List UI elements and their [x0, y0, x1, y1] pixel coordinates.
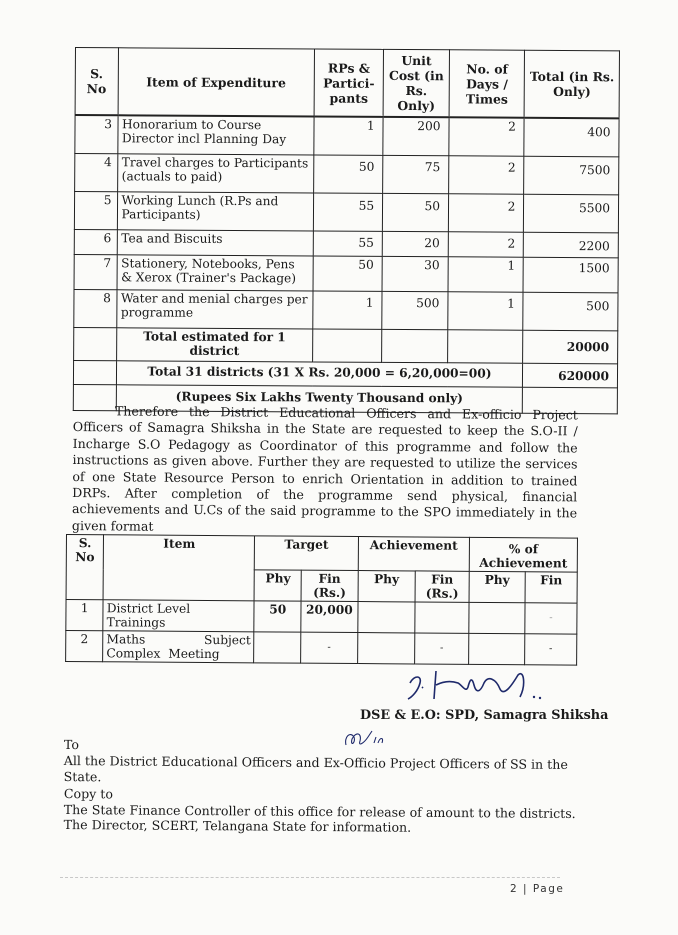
cell-pct-phy	[469, 602, 525, 633]
cell-unit-cost: 50	[383, 193, 449, 231]
cell-days: 2	[449, 156, 525, 194]
table-row	[74, 192, 618, 233]
cell-days: 1	[448, 257, 524, 292]
total-one-district-value: 20000	[523, 330, 618, 364]
ach-header-target: Target	[255, 536, 358, 571]
cell-pct-fin: -	[525, 634, 577, 665]
signature-icon	[400, 665, 590, 705]
table-row	[75, 115, 619, 157]
cell-ach-phy	[357, 602, 415, 633]
copy-to-line: The Director, SCERT, Telangana State for information.	[63, 816, 412, 835]
cell-total: 400	[524, 118, 619, 157]
cell-ach-phy	[357, 633, 415, 664]
cell-target-phy	[254, 632, 301, 663]
cell-rps: 1	[314, 116, 383, 155]
cell-empty	[382, 329, 448, 362]
cell-total: 1500	[523, 257, 618, 293]
cell-empty	[448, 330, 524, 363]
cell-rps: 55	[313, 193, 382, 231]
cell-rps: 55	[313, 231, 382, 256]
cell-item: Stationery, Notebooks, Pens & Xerox (Trainer's Package)	[117, 255, 314, 291]
page-number: 2 | Page	[510, 883, 565, 895]
ach-header-sno: S. No	[66, 535, 104, 600]
total-31-districts-row	[73, 360, 617, 387]
ach-header-target-phy: Phy	[255, 570, 302, 601]
paragraph-text: Therefore the District Educational Officers and Ex-officio Project Officers of Samagra Shiksha in the State are requested to keep the S.O-II / Incharge S.O Pedagogy as Coordinator of this programme and follow the instructions as given above. Further they are requested to utilize the services of one State Resource Person to enrich Orientation in addition to trained DRPs. After completion of the programme send physical, financial achievements and U.Cs of the said programme to the SPO immediately in the given format	[71, 403, 578, 534]
cell-target-fin: -	[301, 632, 358, 663]
cell-ach-fin	[415, 602, 469, 633]
cell-rps: 50	[313, 256, 382, 291]
total-31-districts-label: Total 31 districts (31 X Rs. 20,000 = 6,20,000=00)	[116, 361, 523, 387]
cell-item: Travel charges to Participants (actuals to paid)	[117, 154, 314, 193]
ach-header-achievement: Achievement	[358, 537, 470, 572]
cell-ach-fin: -	[415, 633, 469, 664]
cell-item: Honorarium to Course Director incl Planning Day	[117, 115, 314, 155]
cell-pct-fin: -	[525, 603, 577, 634]
ach-header-ach-fin: Fin (Rs.)	[415, 571, 469, 602]
cell-item: Maths Subject Complex Meeting	[103, 631, 254, 663]
ach-header-item: Item	[103, 535, 255, 601]
expenditure-table	[73, 47, 620, 414]
footer-divider	[60, 877, 560, 878]
cell-rps: 1	[313, 291, 382, 329]
ach-header-target-fin: Fin (Rs.)	[301, 570, 358, 601]
ach-header-percent: % of Achievement	[469, 537, 577, 572]
cell-unit-cost: 30	[382, 256, 448, 291]
cell-sno: 8	[74, 289, 117, 327]
header-days: No. of Days / Times	[449, 50, 525, 118]
total-31-districts-value: 620000	[523, 363, 618, 388]
cell-total: 7500	[524, 156, 619, 195]
instructions-paragraph	[72, 403, 578, 539]
cell-days: 1	[448, 292, 524, 330]
signatory-designation: DSE & E.O: SPD, Samagra Shiksha	[360, 708, 609, 723]
cell-empty	[313, 329, 382, 362]
cell-sno: 5	[74, 192, 117, 230]
cell-pct-phy	[469, 633, 525, 664]
cell-sno: 6	[74, 229, 117, 254]
total-one-district-row	[74, 327, 618, 363]
cell-total: 5500	[524, 194, 619, 233]
cell-total: 2200	[524, 232, 619, 258]
cell-empty	[73, 360, 116, 384]
cell-sno: 4	[75, 154, 118, 192]
cell-sno: 3	[75, 115, 118, 154]
table-row	[66, 631, 577, 666]
cell-sno: 7	[74, 254, 117, 289]
cell-target-fin: 20,000	[301, 601, 358, 632]
cell-unit-cost: 20	[382, 231, 448, 256]
table-row	[74, 229, 618, 257]
amount-in-words: (Rupees Six Lakhs Twenty Thousand only)	[116, 385, 523, 413]
total-one-district-label: Total estimated for 1 district	[116, 328, 313, 362]
ach-header-ach-phy: Phy	[358, 571, 416, 602]
cell-item: Water and menial charges per programme	[116, 290, 313, 329]
cell-days: 2	[448, 232, 524, 257]
to-heading: To	[63, 737, 80, 753]
ach-header-pct-fin: Fin	[525, 572, 577, 603]
table-row	[75, 154, 619, 195]
achievement-format-table	[65, 534, 578, 666]
cell-item: Tea and Biscuits	[117, 230, 314, 256]
header-item: Item of Expenditure	[118, 48, 315, 117]
cell-unit-cost: 200	[383, 117, 449, 156]
copy-to-line: The State Finance Controller of this office for release of amount to the districts.	[63, 801, 576, 821]
cell-item: District Level Trainings	[103, 600, 254, 632]
cell-days: 2	[449, 117, 525, 156]
header-rps: RPs & Partici- pants	[314, 49, 383, 117]
header-unit-cost: Unit Cost (in Rs. Only)	[383, 49, 449, 117]
cell-target-phy: 50	[254, 601, 301, 632]
cell-unit-cost: 75	[383, 155, 449, 193]
header-total: Total (in Rs. Only)	[525, 50, 620, 118]
to-recipient: All the District Educational Officers and Ex-Officio Project Officers of SS in the State.	[63, 752, 568, 785]
ach-header-pct-phy: Phy	[469, 571, 525, 602]
table-row	[66, 600, 577, 635]
copy-to-heading: Copy to	[63, 786, 114, 802]
expenditure-table-header	[75, 48, 619, 119]
to-block	[64, 737, 604, 789]
cell-unit-cost: 500	[382, 291, 448, 329]
cell-rps: 50	[314, 155, 383, 193]
header-sno: S. No	[75, 48, 118, 116]
table-row	[74, 254, 618, 292]
table-row	[74, 289, 618, 330]
copy-to-block	[64, 786, 604, 837]
cell-item: Working Lunch (R.Ps and Participants)	[117, 192, 314, 231]
cell-total: 500	[523, 292, 618, 331]
cell-sno: 1	[66, 600, 103, 631]
cell-empty	[74, 327, 117, 360]
cell-sno: 2	[66, 631, 103, 662]
cell-days: 2	[448, 194, 524, 232]
achievement-header-row-1	[66, 535, 577, 573]
